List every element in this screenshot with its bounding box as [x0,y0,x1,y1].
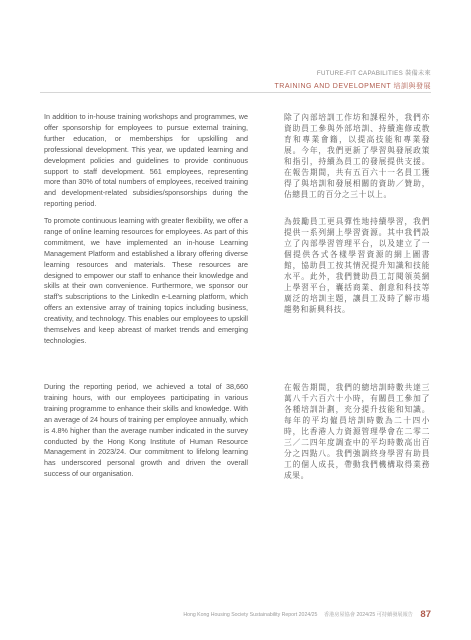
body-paragraph-zh: 為鼓勵員工更具彈性地持續學習，我們提供一系列網上學習資源。其中我們設立了內部學習管理平台，以及建立了一個提供各式各樣學習資源的網上圖書館，協助員工按其情況提升知識和技能水平。此外，我們贊助員工訂閱領英網上學習平台，囊括商業、創意和科技等廣泛的培訓主題，讓員工及時了解市場趨勢和新興科技。 [284,217,430,314]
body-paragraph-en: In addition to in-house training workshops and programmes, we offer sponsorship for employees to pursue external training, further education, or memberships for upskilling and professional development. This year, we updated learning and development policies and guidelines to provide continuous support to staff development. 561 employees, representing more than 30% of total numbers of employees, received training and development-related subsidies/sponsorships during the reporting period. [44,112,248,209]
footer-report-title: Hong Kong Housing Society Sustainability Report 2024/25 [183,612,318,618]
body-paragraph-zh: 在報告期間，我們的總培訓時數共達三萬八千六百六十小時，有關員工參加了各種培訓計劃，充分提升技能和知識。每年的平均僱員培訓時數為二十四小時，比香港人力資源管理學會在二零二三／二四年度調查中的平均時數高出百分之四點八。我們強調終身學習有助員工的個人成長，帶動我們機構取得業務成果。 [284,383,430,480]
body-paragraph-en: To promote continuous learning with greater flexibility, we offer a range of online learning resources for employees. As part of this commitment, we have implemented an in-house Learning Management Platform and established a library offering diverse learning resources and materials. These resources are designed to empower our staff to enhance their knowledge and skills at their own convenience. Furthermore, we sponsor our staff’s subscriptions to the LinkedIn e-Learning platform, which offers an extensive array of training topics including business, creativity, and technology. This enables our employees to upskill themselves and keep abreast of market trends and emerging technologies. [44,216,248,345]
footer-report-title-zh: 香港房屋協會 2024/25 可持續發展報告 [323,612,413,618]
body-paragraph-zh: 除了內部培訓工作坊和課程外，我們亦資助員工參與外部培訓、持續進修或教育和專業會籍，以提高技能和專業發展。今年，我們更新了學習與發展政策和指引，持續為員工的發展提供支援。在報告期間，共有五百六十一名員工獲得了與培訓和發展相關的資助／贊助，佔總員工的百分之三十以上。 [284,113,430,199]
section-header [317,68,431,77]
page-footer [183,609,431,620]
page-number: 87 [420,609,431,620]
header-divider [40,92,431,93]
section-title-zh: 裝備未來 [405,70,431,77]
section-title: FUTURE-FIT CAPABILITIES [316,70,404,77]
body-paragraph-en: During the reporting period, we achieved a total of 38,660 training hours, with our employees participating in various training programme to enhance their skills and knowledge. With an average of 24 hours of training per employee annually, which is 4.8% higher than the average number indicated in the survey conducted by the Hong Kong Institute of Human Resource Management in 2023/24. Our commitment to lifelong learning has underscored personal growth and driven the overall success of our organisation. [44,382,248,479]
subsection-title: TRAINING AND DEVELOPMENT [274,83,392,90]
subsection-title-zh: 培訓與發展 [393,83,431,90]
subsection-header [275,81,431,91]
